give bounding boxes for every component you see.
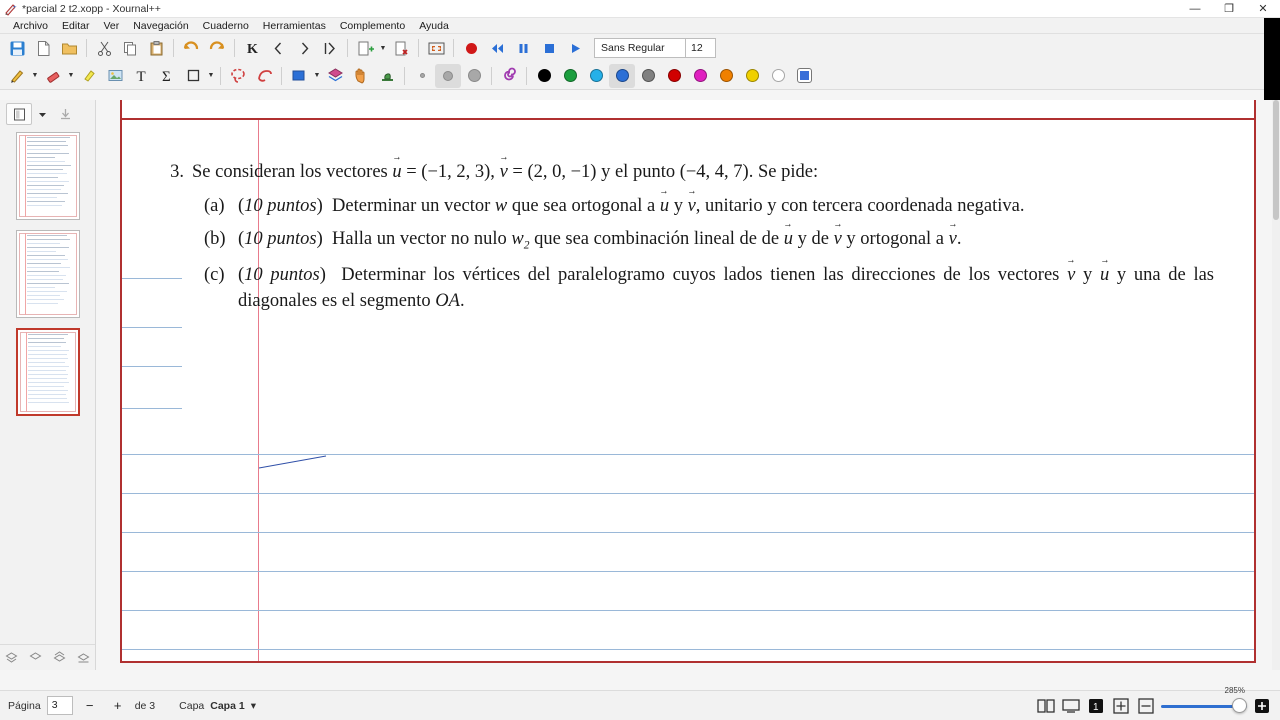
color-swatch-white[interactable] [765, 64, 791, 88]
color-swatch-orange[interactable] [713, 64, 739, 88]
problem-number: 3. [170, 162, 184, 182]
zoom-slider-knob[interactable] [1232, 698, 1247, 713]
thumbnail-page-2[interactable] [16, 230, 80, 318]
status-bar [0, 685, 1280, 720]
fullscreen-icon[interactable] [423, 36, 449, 60]
zoom-add-button[interactable] [1252, 697, 1272, 715]
layer-caret-icon[interactable]: ▾ [250, 699, 256, 712]
font-size-label: 12 [691, 42, 703, 54]
item-b-points: 10 puntos [244, 229, 317, 250]
stop-icon[interactable] [536, 36, 562, 60]
prev-page-icon[interactable] [265, 36, 291, 60]
title-bar [0, 0, 1280, 18]
svg-text:K: K [246, 41, 258, 57]
main-area [0, 100, 1280, 670]
item-c-points: 10 puntos [244, 264, 320, 285]
two-page-icon[interactable] [1036, 697, 1056, 715]
item-a-label: (a) [204, 195, 225, 216]
record-icon[interactable] [458, 36, 484, 60]
play-icon[interactable] [562, 36, 588, 60]
text-icon[interactable] [128, 64, 154, 88]
open-icon[interactable] [56, 36, 82, 60]
presentation-icon[interactable] [1061, 697, 1081, 715]
item-c-label: (c) [204, 264, 225, 285]
item-a-text: (10 puntos) Determinar un vector w que sea ortogonal a u → y v →, unitario y con tercera coordenada negativa. [238, 194, 1214, 220]
sidebar-dropdown-caret-icon[interactable] [34, 103, 50, 125]
thickness-very-thin-icon[interactable] [409, 64, 435, 88]
zoom-slider[interactable] [1161, 685, 1247, 716]
color-swatch-blue[interactable] [609, 64, 635, 88]
svg-text:Σ: Σ [161, 69, 171, 84]
goto-page-icon[interactable] [317, 36, 343, 60]
menu-item-herramientas[interactable]: Herramientas [262, 19, 326, 32]
svg-text:+: + [13, 4, 17, 11]
font-name-selector[interactable] [594, 38, 686, 58]
color-picker-current[interactable] [791, 64, 817, 88]
delete-page-icon[interactable] [388, 36, 414, 60]
undo-icon[interactable] [178, 36, 204, 60]
eraser-icon[interactable] [40, 64, 66, 88]
menu-item-cuaderno[interactable]: Cuaderno [202, 19, 249, 32]
fill-color-icon[interactable] [286, 64, 312, 88]
color-swatch-black[interactable] [531, 64, 557, 88]
keyboard-icon[interactable] [239, 36, 265, 60]
notebook-page[interactable] [120, 118, 1256, 663]
color-swatch-gray[interactable] [635, 64, 661, 88]
layer-up-icon[interactable] [51, 650, 67, 666]
close-button[interactable]: ✕ [1258, 3, 1268, 15]
layer-icon[interactable] [322, 64, 348, 88]
color-swatch-red[interactable] [661, 64, 687, 88]
zoom-out-button[interactable]: − [85, 698, 94, 713]
image-icon[interactable] [102, 64, 128, 88]
select-lasso-icon[interactable] [225, 64, 251, 88]
one-page-icon[interactable] [1086, 697, 1106, 715]
fit-page-icon[interactable] [1136, 697, 1156, 715]
pause-icon[interactable] [510, 36, 536, 60]
layer-value: Capa 1 [210, 699, 245, 712]
page-number-input[interactable] [47, 696, 73, 715]
eraser-caret-icon[interactable]: ▼ [67, 72, 75, 79]
spiral-icon[interactable] [496, 64, 522, 88]
sidebar-bottom-toolbar [0, 644, 95, 670]
svg-text:T: T [136, 69, 146, 84]
fill-caret-icon[interactable]: ▼ [313, 72, 321, 79]
ink-stroke [258, 455, 328, 469]
layer-icon[interactable] [28, 650, 44, 666]
page-number-value: 3 [51, 699, 58, 711]
problem-item-c [204, 263, 1214, 314]
sidebar-export-icon[interactable] [52, 103, 78, 125]
page-label: Página [8, 699, 41, 712]
minimize-button[interactable]: — [1189, 2, 1201, 15]
zoom-percent-label: 285% [1224, 685, 1245, 695]
redo-icon[interactable] [204, 36, 230, 60]
add-page-icon[interactable] [352, 36, 378, 60]
hand-icon[interactable] [348, 64, 374, 88]
next-page-icon[interactable] [291, 36, 317, 60]
menu-item-editar[interactable]: Editar [62, 19, 90, 32]
menu-item-navegacion[interactable]: Navegación [133, 19, 189, 32]
problem-item-b [204, 227, 1214, 255]
toolbar-secondary [0, 62, 1280, 90]
pen-icon[interactable] [4, 64, 30, 88]
problem-item-a [204, 194, 1214, 220]
color-swatch-green[interactable] [557, 64, 583, 88]
color-swatch-yellow[interactable] [739, 64, 765, 88]
xournalpp-icon [4, 2, 18, 16]
formula-icon[interactable] [154, 64, 180, 88]
layer-down-icon[interactable] [4, 650, 20, 666]
window-controls [1178, 0, 1280, 18]
vertical-scrollbar-thumb[interactable] [1273, 100, 1279, 220]
page-content [162, 160, 1214, 322]
thumbnail-page-3[interactable] [16, 328, 80, 416]
item-b-label: (b) [204, 229, 226, 250]
document-canvas[interactable] [96, 100, 1280, 670]
pen-caret-icon[interactable]: ▼ [31, 72, 39, 79]
page-top-edge [120, 100, 1256, 118]
layer-label: Capa [179, 699, 205, 712]
color-swatch-magenta[interactable] [687, 64, 713, 88]
menu-item-complemento[interactable]: Complemento [339, 19, 406, 32]
thickness-thin-icon[interactable] [435, 64, 461, 88]
shape-caret-icon[interactable]: ▼ [207, 72, 215, 79]
menu-bar [0, 18, 1280, 34]
stamp-icon[interactable] [374, 64, 400, 88]
highlighter-icon[interactable] [76, 64, 102, 88]
thumbnail-page-1[interactable] [16, 132, 80, 220]
cut-icon[interactable] [91, 36, 117, 60]
add-page-caret-icon[interactable]: ▼ [379, 44, 387, 52]
menu-item-ver[interactable]: Ver [103, 19, 120, 32]
item-b-text: (10 puntos) Halla un vector no nulo $w_2$ que sea combinación lineal de de u → y de v → y ortogonal a v →. [238, 227, 1214, 255]
rewind-icon[interactable] [484, 36, 510, 60]
window-title: *parcial 2 t2.xopp - Xournal++ [22, 2, 161, 15]
fit-width-icon[interactable] [1111, 697, 1131, 715]
svg-text:1: 1 [1093, 701, 1099, 713]
shape-icon[interactable] [180, 64, 206, 88]
color-swatch-cyan[interactable] [583, 64, 609, 88]
select-region-icon[interactable] [251, 64, 277, 88]
page-sidebar [0, 100, 96, 670]
save-icon[interactable] [4, 36, 30, 60]
window-edge-right [1264, 18, 1280, 100]
menu-item-ayuda[interactable]: Ayuda [419, 19, 449, 32]
paste-icon[interactable] [143, 36, 169, 60]
font-name-label: Sans Regular [601, 42, 665, 54]
view-controls [1036, 685, 1272, 716]
new-icon[interactable] [30, 36, 56, 60]
copy-icon[interactable] [117, 36, 143, 60]
thumbnail-list[interactable] [0, 128, 95, 644]
page-preview-icon[interactable] [6, 103, 32, 125]
layer-top-icon[interactable] [75, 650, 91, 666]
total-pages-label: de 3 [134, 699, 156, 712]
sidebar-toolbar [0, 100, 95, 128]
menu-item-archivo[interactable]: Archivo [13, 19, 49, 32]
zoom-in-button[interactable]: + [113, 698, 122, 713]
item-c-text: (10 puntos) Determinar los vértices del paralelogramo cuyos lados tienen las direcciones de los vectores v → y u → y una de las diagonales es el segmento OA. [238, 263, 1214, 314]
item-a-points: 10 puntos [244, 195, 317, 216]
toolbar-primary [0, 34, 1280, 62]
problem-text: Se consideran los vectores u → = (−1, 2, 3), v → = (2, 0, −1) y el punto (−4, 4, 7). Se pide: [192, 160, 1214, 185]
thickness-medium-icon[interactable] [461, 64, 487, 88]
problem-statement [162, 160, 1214, 185]
font-size-selector[interactable] [686, 38, 716, 58]
maximize-button[interactable]: ❐ [1224, 3, 1234, 15]
vertical-scrollbar[interactable] [1272, 100, 1280, 670]
